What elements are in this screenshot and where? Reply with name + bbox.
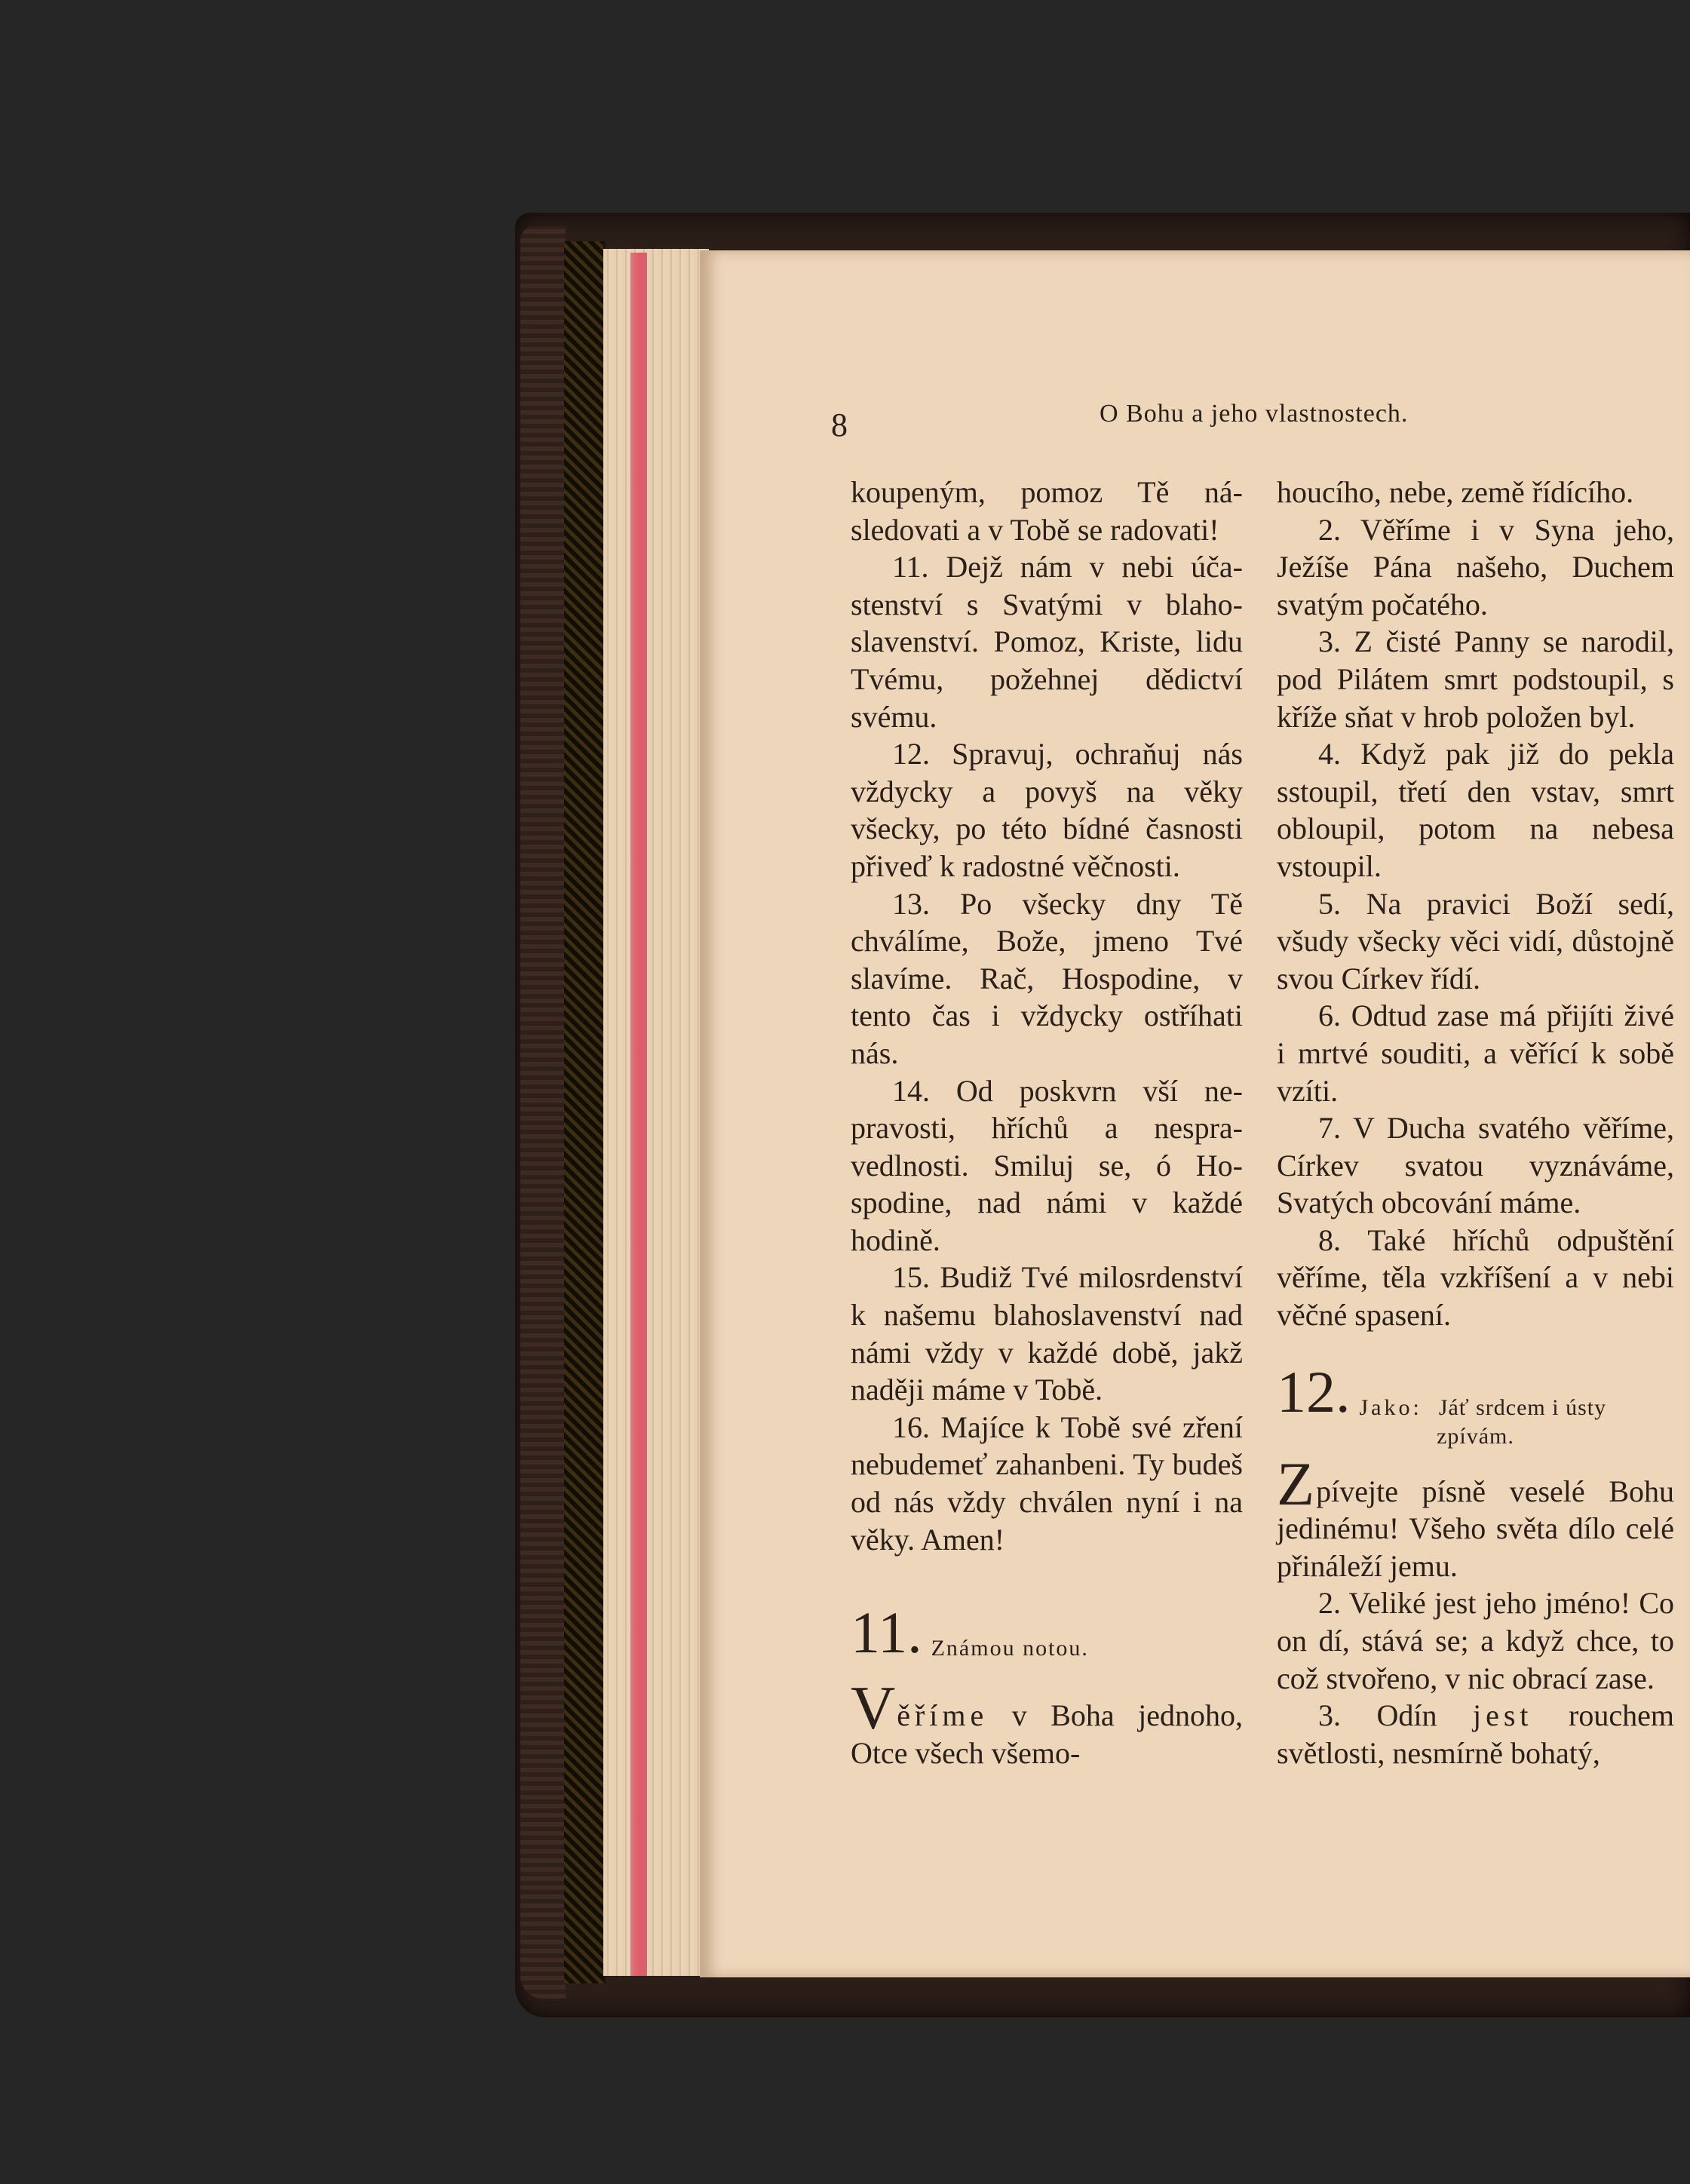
hymn-12-verse-1: Zpívejte písně veselé Bohu jedinému! Všeho světa dílo celé přináleží jemu. — [1277, 1449, 1674, 1583]
hymn-number: 11. — [851, 1600, 922, 1666]
hymn-12-verse-3: 3. Odín jest rouchem světlosti, nesmírně bohatý, — [1277, 1698, 1674, 1770]
hymn-tune-text: Jáť srdcem i ústy — [1438, 1394, 1607, 1420]
verse-2: 2. Věříme i v Syna jeho, Ježíše Pána našeho, Duchem svatým počatého. — [1277, 512, 1674, 621]
verse-13: 13. Po všecky dny Tě chválíme, Bože, jmeno Tvé slavíme. Rač, Hospodine, v tento čas i vždycky ostříhati nás. — [851, 886, 1243, 1070]
patterned-endpaper — [564, 241, 606, 1983]
hymn-11-verse-1: Věříme v Boha jednoho, Otce všech všemo- — [851, 1673, 1243, 1770]
verse-5: 5. Na pravici Boží sedí, všudy všecky věci vidí, důstojně svou Církev řídí. — [1277, 886, 1674, 995]
drop-cap: Z — [1277, 1449, 1315, 1518]
page-edges — [603, 249, 709, 1976]
page-number: 8 — [831, 406, 848, 443]
left-column — [851, 474, 1243, 1771]
hymn-tune-label: Jako: — [1359, 1394, 1422, 1420]
verse-3: 3. Z čisté Panny se narodil, pod Pilátem smrt podstoupil, s kříže sňat v hrob položen byl. — [1277, 624, 1674, 734]
verse-6: 6. Odtud zase má přijíti živé i mrtvé souditi, a věřící k sobě vzíti. — [1277, 998, 1674, 1108]
hymn-tune-line2: zpívám. — [1437, 1423, 1514, 1449]
hymn-11-heading — [851, 1600, 1243, 1666]
verse-8: 8. Také hříchů odpuštění věříme, těla vzkříšení a v nebi věčné spasení. — [1277, 1222, 1674, 1333]
verse-16: 16. Majíce k Tobě své zření nebudemeť zahanbeni. Ty budeš od nás vždy chválen nyní i na věky. Amen! — [851, 1409, 1243, 1557]
verse-11: 11. Dejž nám v nebi účastenství s Svatými v blahoslavenství. Pomoz, Kriste, lidu Tvému, požehnej dědictví svému. — [851, 550, 1243, 734]
paragraph: houcího, nebe, země řídícího. — [1277, 475, 1634, 509]
hymn-tune: Známou notou. — [931, 1636, 1089, 1661]
right-column — [1277, 474, 1674, 1771]
verse-15: 15. Budiž Tvé milosrdenství k našemu blahoslavenství nad námi vždy v každé době, jakž naději máme v Tobě. — [851, 1260, 1243, 1407]
verse-7: 7. V Ducha svatého věříme, Církev svatou vyznáváme, Svatých obcování máme. — [1277, 1111, 1674, 1220]
book-spine — [520, 226, 566, 1998]
verse-4: 4. Když pak již do pekla sstoupil, třetí den vstav, smrt obloupil, potom na nebesa vstoupil. — [1277, 737, 1674, 883]
hymn-12-heading — [1277, 1358, 1674, 1425]
hymn-12-verse-2: 2. Veliké jest jeho jméno! Co on dí, stává se; a když chce, to což stvořeno, v nic obrací zase. — [1277, 1586, 1674, 1695]
red-page-edge — [630, 253, 647, 1976]
verse-14: 14. Od poskvrn vší nepravosti, hříchů a nespravedlnosti. Smiluj se, ó Hospodine, nad námi v každé hodině. — [851, 1073, 1243, 1257]
drop-cap: V — [851, 1673, 896, 1743]
hymn-number: 12. — [1277, 1358, 1351, 1425]
verse-12: 12. Spravuj, ochraňuj nás vždycky a povyš na věky všecky, po této bídné časnosti přiveď k radostné věčnosti. — [851, 737, 1243, 883]
running-title: O Bohu a jeho vlastnostech. — [1100, 400, 1409, 428]
paragraph: koupeným, pomoz Tě následovati a v Tobě se radovati! — [851, 475, 1243, 547]
